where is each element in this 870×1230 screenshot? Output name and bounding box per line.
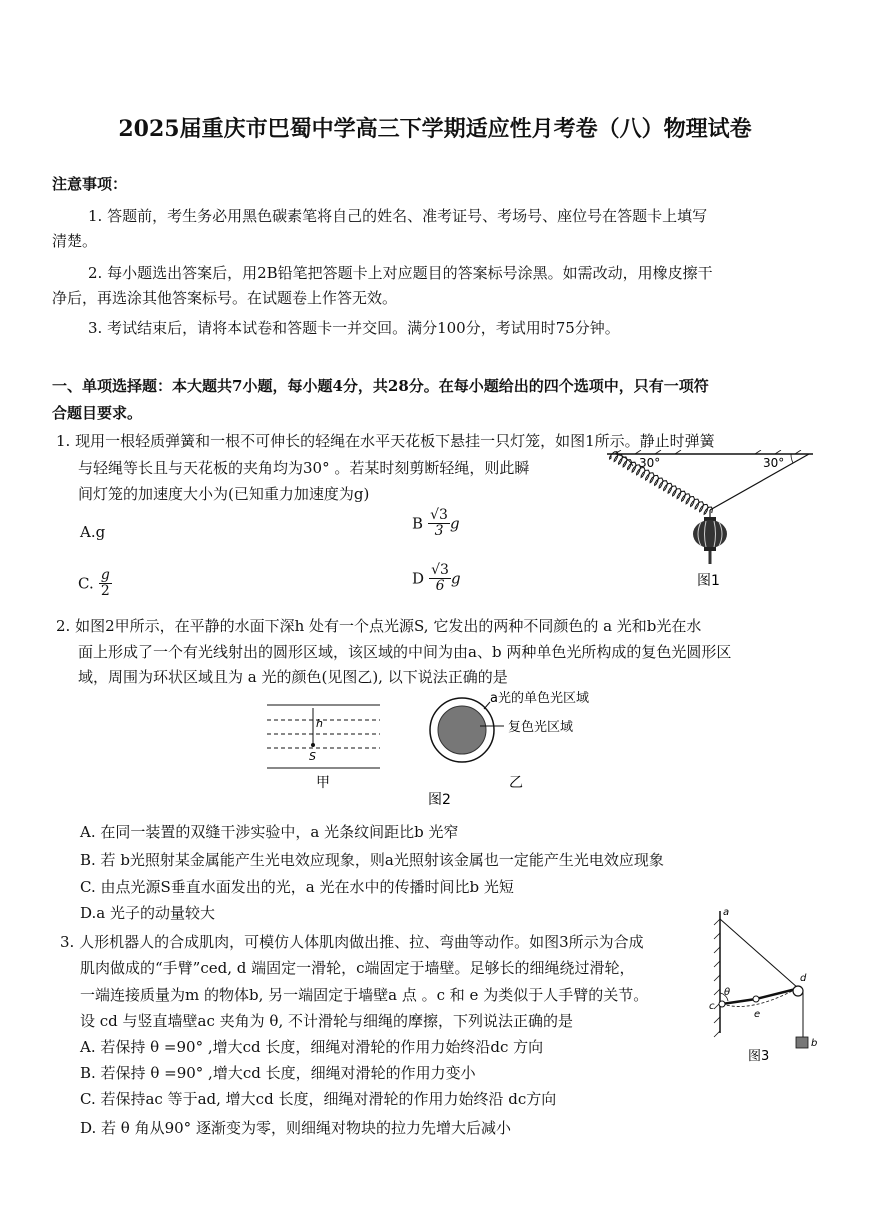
notice-item-2-cont: 净后，再选涂其他答案标号。在试题卷上作答无效。 bbox=[52, 289, 398, 307]
spring bbox=[610, 452, 713, 515]
q1-option-c bbox=[78, 568, 112, 599]
composite-region bbox=[438, 706, 486, 754]
q2-option-d: D.a 光子的动量较大 bbox=[80, 904, 215, 922]
point-source bbox=[311, 743, 315, 747]
joint-c bbox=[719, 1001, 725, 1007]
h-label: h bbox=[316, 717, 323, 730]
rope-ad bbox=[720, 919, 798, 988]
q3-stem-cont2: 一端连接质量为m 的物体b, 另一端固定于墙壁a 点 。c 和 e 为类似于人手臂的关节。 bbox=[80, 986, 649, 1004]
fraction-numerator: √3 bbox=[431, 562, 449, 578]
fraction-denominator: 2 bbox=[100, 583, 110, 599]
g-symbol: g bbox=[449, 514, 460, 533]
s-label: S bbox=[309, 750, 316, 763]
notice-item-3: 3. 考试结束后，请将本试卷和答题卡一并交回。满分100分，考试用时75分钟。 bbox=[88, 319, 620, 337]
figure-3 bbox=[706, 905, 826, 1070]
q3-stem: 3. 人形机器人的合成肌肉，可模仿人体肌肉做出推、拉、弯曲等动作。如图3所示为合成 bbox=[60, 933, 644, 951]
yi-label: 乙 bbox=[509, 775, 523, 791]
joint-e bbox=[753, 996, 759, 1002]
jia-label: 甲 bbox=[316, 775, 330, 791]
label-b: b bbox=[811, 1038, 818, 1049]
q1-option-b-label: B bbox=[412, 514, 424, 533]
lantern-icon bbox=[693, 517, 727, 564]
q1-option-d bbox=[412, 563, 461, 594]
figure-2-caption: 图2 bbox=[428, 792, 451, 808]
q2-stem-cont2: 域，周围为环状区域且为 a 光的颜色(见图乙), 以下说法正确的是 bbox=[78, 668, 508, 686]
label-c: c bbox=[709, 1001, 715, 1012]
q3-option-a: A. 若保持 θ =90° ,增大cd 长度，细绳对滑轮的作用力始终沿dc 方向 bbox=[80, 1038, 544, 1056]
notice-heading: 注意事项： bbox=[52, 175, 128, 193]
angle-arc-right bbox=[791, 454, 793, 463]
q2-option-b: B. 若 b光照射某金属能产生光电效应现象，则a光照射该金属也一定能产生光电效应现象 bbox=[80, 851, 664, 869]
q1-option-b-fraction bbox=[428, 508, 450, 539]
q1-stem-cont: 与轻绳等长且与天花板的夹角均为30° 。若某时刻剪断轻绳，则此瞬 bbox=[78, 459, 530, 477]
q1-option-c-fraction bbox=[99, 568, 112, 599]
arm-ced bbox=[722, 989, 796, 1004]
fraction-numerator: g bbox=[100, 567, 110, 583]
q1-option-d-fraction bbox=[429, 563, 451, 594]
q3-stem-cont: 肌肉做成的“手臂”ced, d 端固定一滑轮，c端固定于墙壁。足够长的细绳绕过滑轮， bbox=[80, 959, 635, 977]
figure-3-caption: 图3 bbox=[748, 1049, 770, 1064]
q2-stem: 2. 如图2甲所示，在平静的水面下深h 处有一个点光源S, 它发出的两种不同颜色的 a 光和b光在水 bbox=[56, 617, 702, 635]
notice-item-2: 2. 每小题选出答案后，用2B铅笔把答题卡上对应题目的答案标号涂黑。如需改动，用橡皮擦干 bbox=[88, 264, 713, 282]
q1-stem-cont2: 间灯笼的加速度大小为(已知重力加速度为g) bbox=[78, 485, 370, 503]
center-label: 复色光区域 bbox=[508, 720, 574, 735]
label-a: a bbox=[723, 907, 730, 918]
q1-option-d-label: D bbox=[412, 569, 425, 588]
q2-stem-cont: 面上形成了一个有光线射出的圆形区域，该区域的中间为由a、b 两种单色光所构成的复色光圆形区 bbox=[78, 643, 732, 661]
rope bbox=[710, 454, 809, 510]
page-title: 2025届重庆市巴蜀中学高三下学期适应性月考卷（八）物理试卷 bbox=[118, 116, 752, 142]
wall-hatch bbox=[714, 919, 720, 1037]
ring-label: a光的单色光区域 bbox=[490, 691, 589, 706]
q2-option-a: A. 在同一装置的双缝干涉实验中，a 光条纹间距比b 光窄 bbox=[80, 823, 459, 841]
angle-label-right: 30° bbox=[763, 456, 785, 470]
figure-2 bbox=[262, 688, 622, 810]
block-b bbox=[796, 1037, 808, 1048]
q1-option-a: A.g bbox=[80, 523, 106, 541]
notice-item-1-cont: 清楚。 bbox=[52, 232, 98, 250]
q1-option-c-label: C. bbox=[78, 574, 94, 593]
notice-item-1: 1. 答题前，考生务必用黑色碳素笔将自己的姓名、准考证号、考场号、座位号在答题卡上填写 bbox=[88, 207, 708, 225]
angle-label-left: 30° bbox=[639, 456, 661, 470]
q3-option-b: B. 若保持 θ =90° ,增大cd 长度，细绳对滑轮的作用力变小 bbox=[80, 1064, 476, 1082]
label-d: d bbox=[800, 973, 807, 984]
label-e: e bbox=[754, 1009, 761, 1020]
fraction-denominator: 3 bbox=[434, 523, 444, 539]
section-heading: 一、单项选择题：本大题共7小题，每小题4分，共28分。在每小题给出的四个选项中，只有一项符 bbox=[52, 377, 709, 395]
label-theta: θ bbox=[724, 987, 731, 998]
figure-1-caption: 图1 bbox=[697, 573, 720, 589]
fraction-numerator: √3 bbox=[430, 507, 448, 523]
section-heading-cont: 合题目要求。 bbox=[52, 404, 143, 422]
pulley-icon bbox=[793, 986, 803, 996]
q3-stem-cont3: 设 cd 与竖直墙壁ac 夹角为 θ, 不计滑轮与细绳的摩擦，下列说法正确的是 bbox=[80, 1012, 573, 1030]
figure-1 bbox=[605, 450, 815, 595]
q2-option-c: C. 由点光源S垂直水面发出的光，a 光在水中的传播时间比b 光短 bbox=[80, 878, 514, 896]
g-symbol: g bbox=[450, 569, 461, 588]
q3-option-d: D. 若 θ 角从90° 逐渐变为零，则细绳对物块的拉力先增大后减小 bbox=[80, 1119, 511, 1137]
q1-option-b bbox=[412, 508, 460, 539]
fraction-denominator: 6 bbox=[435, 578, 445, 594]
q3-option-c: C. 若保持ac 等于ad, 增大cd 长度，细绳对滑轮的作用力始终沿 dc方向 bbox=[80, 1090, 557, 1108]
q1-stem: 1. 现用一根轻质弹簧和一根不可伸长的轻绳在水平天花板下悬挂一只灯笼，如图1所示。静止时弹簧 bbox=[56, 432, 715, 450]
